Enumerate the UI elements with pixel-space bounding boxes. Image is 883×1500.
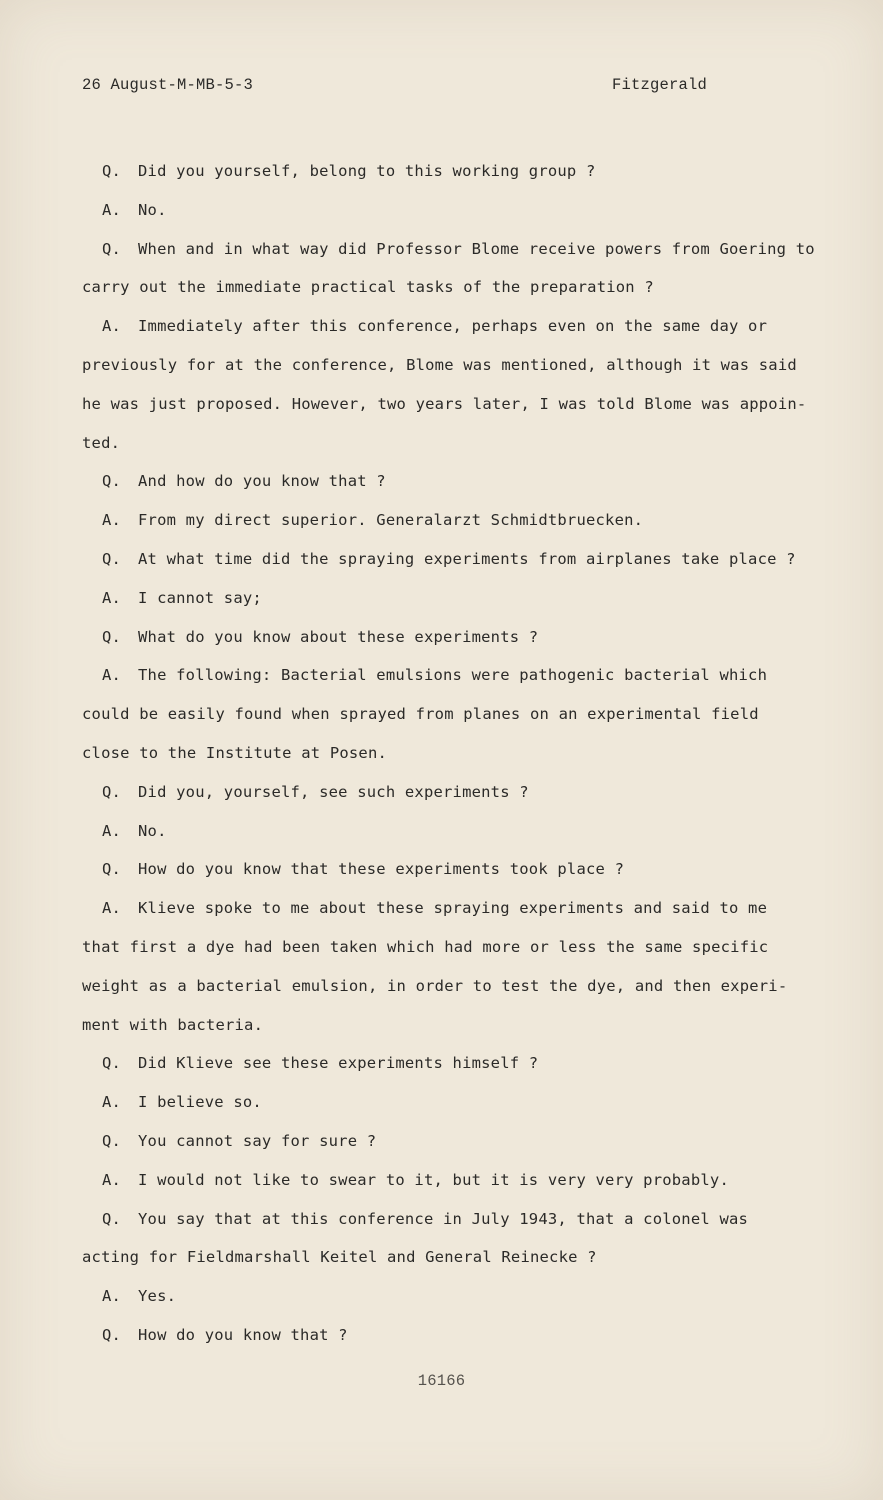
- line-text: I cannot say;: [138, 588, 262, 607]
- speaker-tag: Q.: [102, 1325, 122, 1344]
- answer-line: [82, 889, 827, 928]
- speaker-tag: Q.: [102, 1131, 122, 1150]
- line-text: Immediately after this conference, perhaps even on the same day or: [138, 317, 768, 336]
- line-text: Klieve spoke to me about these spraying experiments and said to me: [138, 899, 768, 918]
- question-line: [82, 230, 827, 269]
- line-text: No.: [138, 821, 167, 840]
- speaker-tag: A.: [102, 821, 122, 840]
- question-line: [82, 850, 827, 889]
- answer-line: [82, 501, 827, 540]
- page-header: [82, 76, 707, 98]
- line-text: You cannot say for sure ?: [138, 1131, 377, 1150]
- question-line: [82, 540, 827, 579]
- line-text: Did you yourself, belong to this working group ?: [138, 162, 596, 180]
- speaker-tag: A.: [102, 666, 122, 685]
- line-text: At what time did the spraying experiments from airplanes take place ?: [138, 549, 796, 568]
- line-text: From my direct superior. Generalarzt Schmidtbruecken.: [138, 511, 644, 530]
- line-text: previously for at the conference, Blome was mentioned, although it was said: [82, 355, 797, 374]
- line-text: weight as a bacterial emulsion, in order to test the dye, and then experi-: [82, 976, 788, 995]
- speaker-tag: A.: [102, 200, 122, 219]
- page-number: 16166: [417, 1372, 466, 1390]
- line-text: he was just proposed. However, two years later, I was told Blome was appoin-: [82, 394, 807, 413]
- answer-line: [82, 424, 827, 463]
- line-text: The following: Bacterial emulsions were pathogenic bacterial which: [138, 666, 768, 685]
- answer-line: [82, 812, 827, 851]
- answer-line: [82, 579, 827, 618]
- question-line: [82, 1316, 827, 1355]
- speaker-tag: Q.: [102, 549, 122, 568]
- speaker-tag: Q.: [102, 627, 122, 646]
- line-text: No.: [138, 200, 167, 219]
- speaker-tag: Q.: [102, 472, 122, 491]
- speaker-tag: A.: [102, 588, 122, 607]
- speaker-tag: Q.: [102, 162, 122, 180]
- question-line: [82, 773, 827, 812]
- line-text: Yes.: [138, 1287, 177, 1306]
- speaker-tag: Q.: [102, 1054, 122, 1073]
- question-line: [82, 462, 827, 501]
- speaker-tag: Q.: [102, 782, 122, 801]
- answer-line: [82, 307, 827, 346]
- line-text: How do you know that these experiments took place ?: [138, 860, 625, 879]
- answer-line: [82, 1161, 827, 1200]
- line-text: What do you know about these experiments ?: [138, 627, 539, 646]
- transcript-body: [82, 152, 827, 1355]
- speaker-tag: A.: [102, 1093, 122, 1112]
- answer-line: [82, 967, 827, 1006]
- line-text: And how do you know that ?: [138, 472, 386, 491]
- line-text: When and in what way did Professor Blome receive powers from Goering to: [138, 239, 815, 258]
- speaker-tag: Q.: [102, 1209, 122, 1228]
- answer-line: [82, 1083, 827, 1122]
- speaker-tag: A.: [102, 317, 122, 336]
- line-text: close to the Institute at Posen.: [82, 743, 388, 762]
- answer-line: [82, 928, 827, 967]
- question-line: [82, 1200, 827, 1239]
- speaker-tag: A.: [102, 1170, 122, 1189]
- question-line: [82, 618, 827, 657]
- speaker-tag: A.: [102, 1287, 122, 1306]
- document-reference: 26 August-M-MB-5-3: [82, 76, 254, 94]
- answer-line: [82, 191, 827, 230]
- line-text: I believe so.: [138, 1093, 262, 1112]
- speaker-tag: Q.: [102, 239, 122, 258]
- line-text: How do you know that ?: [138, 1325, 348, 1344]
- line-text: Did Klieve see these experiments himself ?: [138, 1054, 539, 1073]
- line-text: that first a dye had been taken which had more or less the same specific: [82, 937, 769, 956]
- answer-line: [82, 695, 827, 734]
- question-line: [82, 1238, 827, 1277]
- speaker-tag: A.: [102, 899, 122, 918]
- line-text: ment with bacteria.: [82, 1015, 264, 1034]
- line-text: could be easily found when sprayed from planes on an experimental field: [82, 705, 759, 724]
- answer-line: [82, 1277, 827, 1316]
- line-text: You say that at this conference in July 1943, that a colonel was: [138, 1209, 749, 1228]
- answer-line: [82, 385, 827, 424]
- answer-line: [82, 346, 827, 385]
- question-line: [82, 1122, 827, 1161]
- line-text: carry out the immediate practical tasks of the preparation ?: [82, 278, 654, 297]
- line-text: I would not like to swear to it, but it is very very probably.: [138, 1170, 729, 1189]
- line-text: ted.: [82, 433, 121, 452]
- speaker-tag: A.: [102, 511, 122, 530]
- answer-line: [82, 1006, 827, 1045]
- question-line: [82, 1044, 827, 1083]
- line-text: acting for Fieldmarshall Keitel and General Reinecke ?: [82, 1248, 597, 1267]
- speaker-tag: Q.: [102, 860, 122, 879]
- question-line: [82, 268, 827, 307]
- line-text: Did you, yourself, see such experiments ?: [138, 782, 529, 801]
- question-line: [82, 152, 827, 191]
- answer-line: [82, 656, 827, 695]
- witness-name: Fitzgerald: [611, 76, 707, 94]
- answer-line: [82, 734, 827, 773]
